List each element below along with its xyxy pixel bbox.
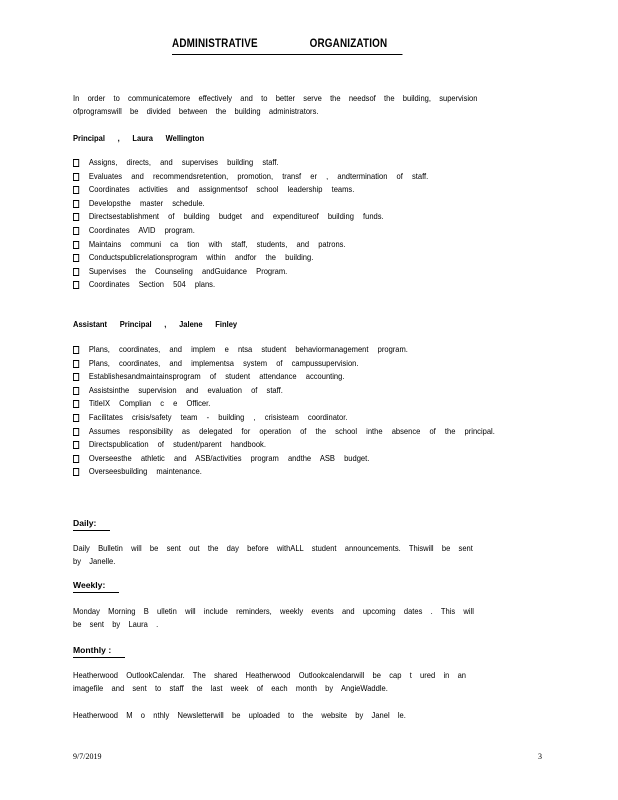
duty-item (73, 357, 495, 371)
weekly-heading: Weekly: (73, 580, 119, 593)
duty-text: Developsthe master schedule. (88, 197, 205, 208)
duty-text: Establishesandmaintainsprogram of student attendance accounting. (88, 371, 345, 382)
monthly-newsletter-text: Heatherwood M o nthly Newsletterwill be uploaded to the website by Janel le. (73, 710, 406, 720)
checkbox-bullet-icon (73, 387, 79, 395)
checkbox-bullet-icon (73, 428, 79, 436)
monthly-calendar-text: Heatherwood OutlookCalendar. The shared Heatherwood Outlookcalendarwill be cap t ured in an imagefile and sent to staff the last week of each month by AngieWaddle. (73, 670, 467, 693)
monthly-heading: Monthly : (73, 645, 125, 658)
daily-heading: Daily: (73, 518, 110, 531)
checkbox-bullet-icon (73, 441, 79, 449)
duty-text: Plans, coordinates, and implem e ntsa student behaviormanagement program. (88, 344, 408, 354)
duty-item (73, 278, 495, 292)
duty-text: Assigns, directs, and supervises building staff. (88, 157, 279, 167)
checkbox-bullet-icon (73, 281, 79, 289)
checkbox-bullet-icon (73, 360, 79, 368)
duty-text: Coordinates Section 504 plans. (88, 279, 216, 290)
duty-item (73, 183, 495, 197)
principal-duties-list (73, 156, 495, 292)
checkbox-bullet-icon (73, 373, 79, 381)
duty-item (73, 238, 495, 252)
duty-text: Directspublication of student/parent handbook. (88, 439, 266, 450)
checkbox-bullet-icon (73, 455, 79, 463)
duty-item (73, 224, 495, 238)
duty-item (73, 452, 495, 466)
checkbox-bullet-icon (73, 268, 79, 276)
checkbox-bullet-icon (73, 346, 79, 354)
duty-text: Overseesbuilding maintenance. (88, 466, 202, 477)
duty-item (73, 438, 495, 452)
assistant-duties-list (73, 343, 495, 479)
checkbox-bullet-icon (73, 173, 79, 181)
checkbox-bullet-icon (73, 227, 79, 235)
assistant-heading: Assistant Principal , Jalene Finley (73, 319, 238, 329)
duty-text: Assistsinthe supervision and evaluation of staff. (88, 384, 283, 395)
page-number: 3 (538, 752, 542, 761)
duty-item (73, 156, 495, 170)
duty-text: Conductspublicrelationsprogram within andfor the building. (88, 252, 314, 263)
title-part-1: ADMINISTRATIVE (172, 38, 258, 50)
duty-text: Plans, coordinates, and implementsa system of campussupervision. (88, 357, 359, 368)
duty-item (73, 411, 495, 425)
checkbox-bullet-icon (73, 241, 79, 249)
checkbox-bullet-icon (73, 400, 79, 408)
duty-text: Evaluates and recommendsretention, promotion, transf er , andtermination of staff. (88, 170, 429, 181)
duty-item (73, 343, 495, 357)
intro-paragraph: In order to communicatemore effectively and to better serve the needsof the building, supervision ofprogramswill be divided between the building administrators. (73, 93, 478, 116)
duty-item (73, 425, 495, 439)
duty-text: Overseesthe athletic and ASB/activities program andthe ASB budget. (88, 452, 370, 463)
duty-text: Directsestablishment of building budget and expenditureof building funds. (88, 211, 384, 222)
duty-text: TitleIX Complian c e Officer. (88, 398, 211, 409)
weekly-text: Monday Morning B ulletin will include reminders, weekly events and upcoming dates . This will be sent by Laura . (73, 606, 474, 629)
checkbox-bullet-icon (73, 200, 79, 208)
footer-date: 9/7/2019 (73, 752, 102, 761)
duty-item (73, 251, 495, 265)
duty-text: Maintains communi ca tion with staff, students, and patrons. (88, 238, 346, 249)
checkbox-bullet-icon (73, 468, 79, 476)
duty-item (73, 170, 495, 184)
duty-item (73, 265, 495, 279)
duty-text: Supervises the Counseling andGuidance Program. (88, 265, 288, 276)
title-part-2: ORGANIZATION (309, 38, 388, 50)
duty-item (73, 397, 495, 411)
checkbox-bullet-icon (73, 186, 79, 194)
duty-item (73, 197, 495, 211)
checkbox-bullet-icon (73, 414, 79, 422)
checkbox-bullet-icon (73, 254, 79, 262)
daily-text: Daily Bulletin will be sent out the day before withALL student announcements. Thiswill be sent by Janelle. (73, 543, 473, 566)
duty-item (73, 370, 495, 384)
page-title (172, 38, 402, 55)
principal-heading: Principal , Laura Wellington (73, 133, 205, 143)
duty-item (73, 384, 495, 398)
checkbox-bullet-icon (73, 159, 79, 167)
checkbox-bullet-icon (73, 213, 79, 221)
duty-item (73, 465, 495, 479)
duty-text: Coordinates AVID program. (88, 224, 195, 235)
duty-text: Facilitates crisis/safety team - building , crisisteam coordinator. (88, 411, 348, 422)
duty-item (73, 210, 495, 224)
duty-text: Coordinates activities and assignmentsof school leadership teams. (88, 184, 355, 195)
duty-text: Assumes responsibility as delegated for operation of the school inthe absence of the principal. (88, 425, 495, 436)
